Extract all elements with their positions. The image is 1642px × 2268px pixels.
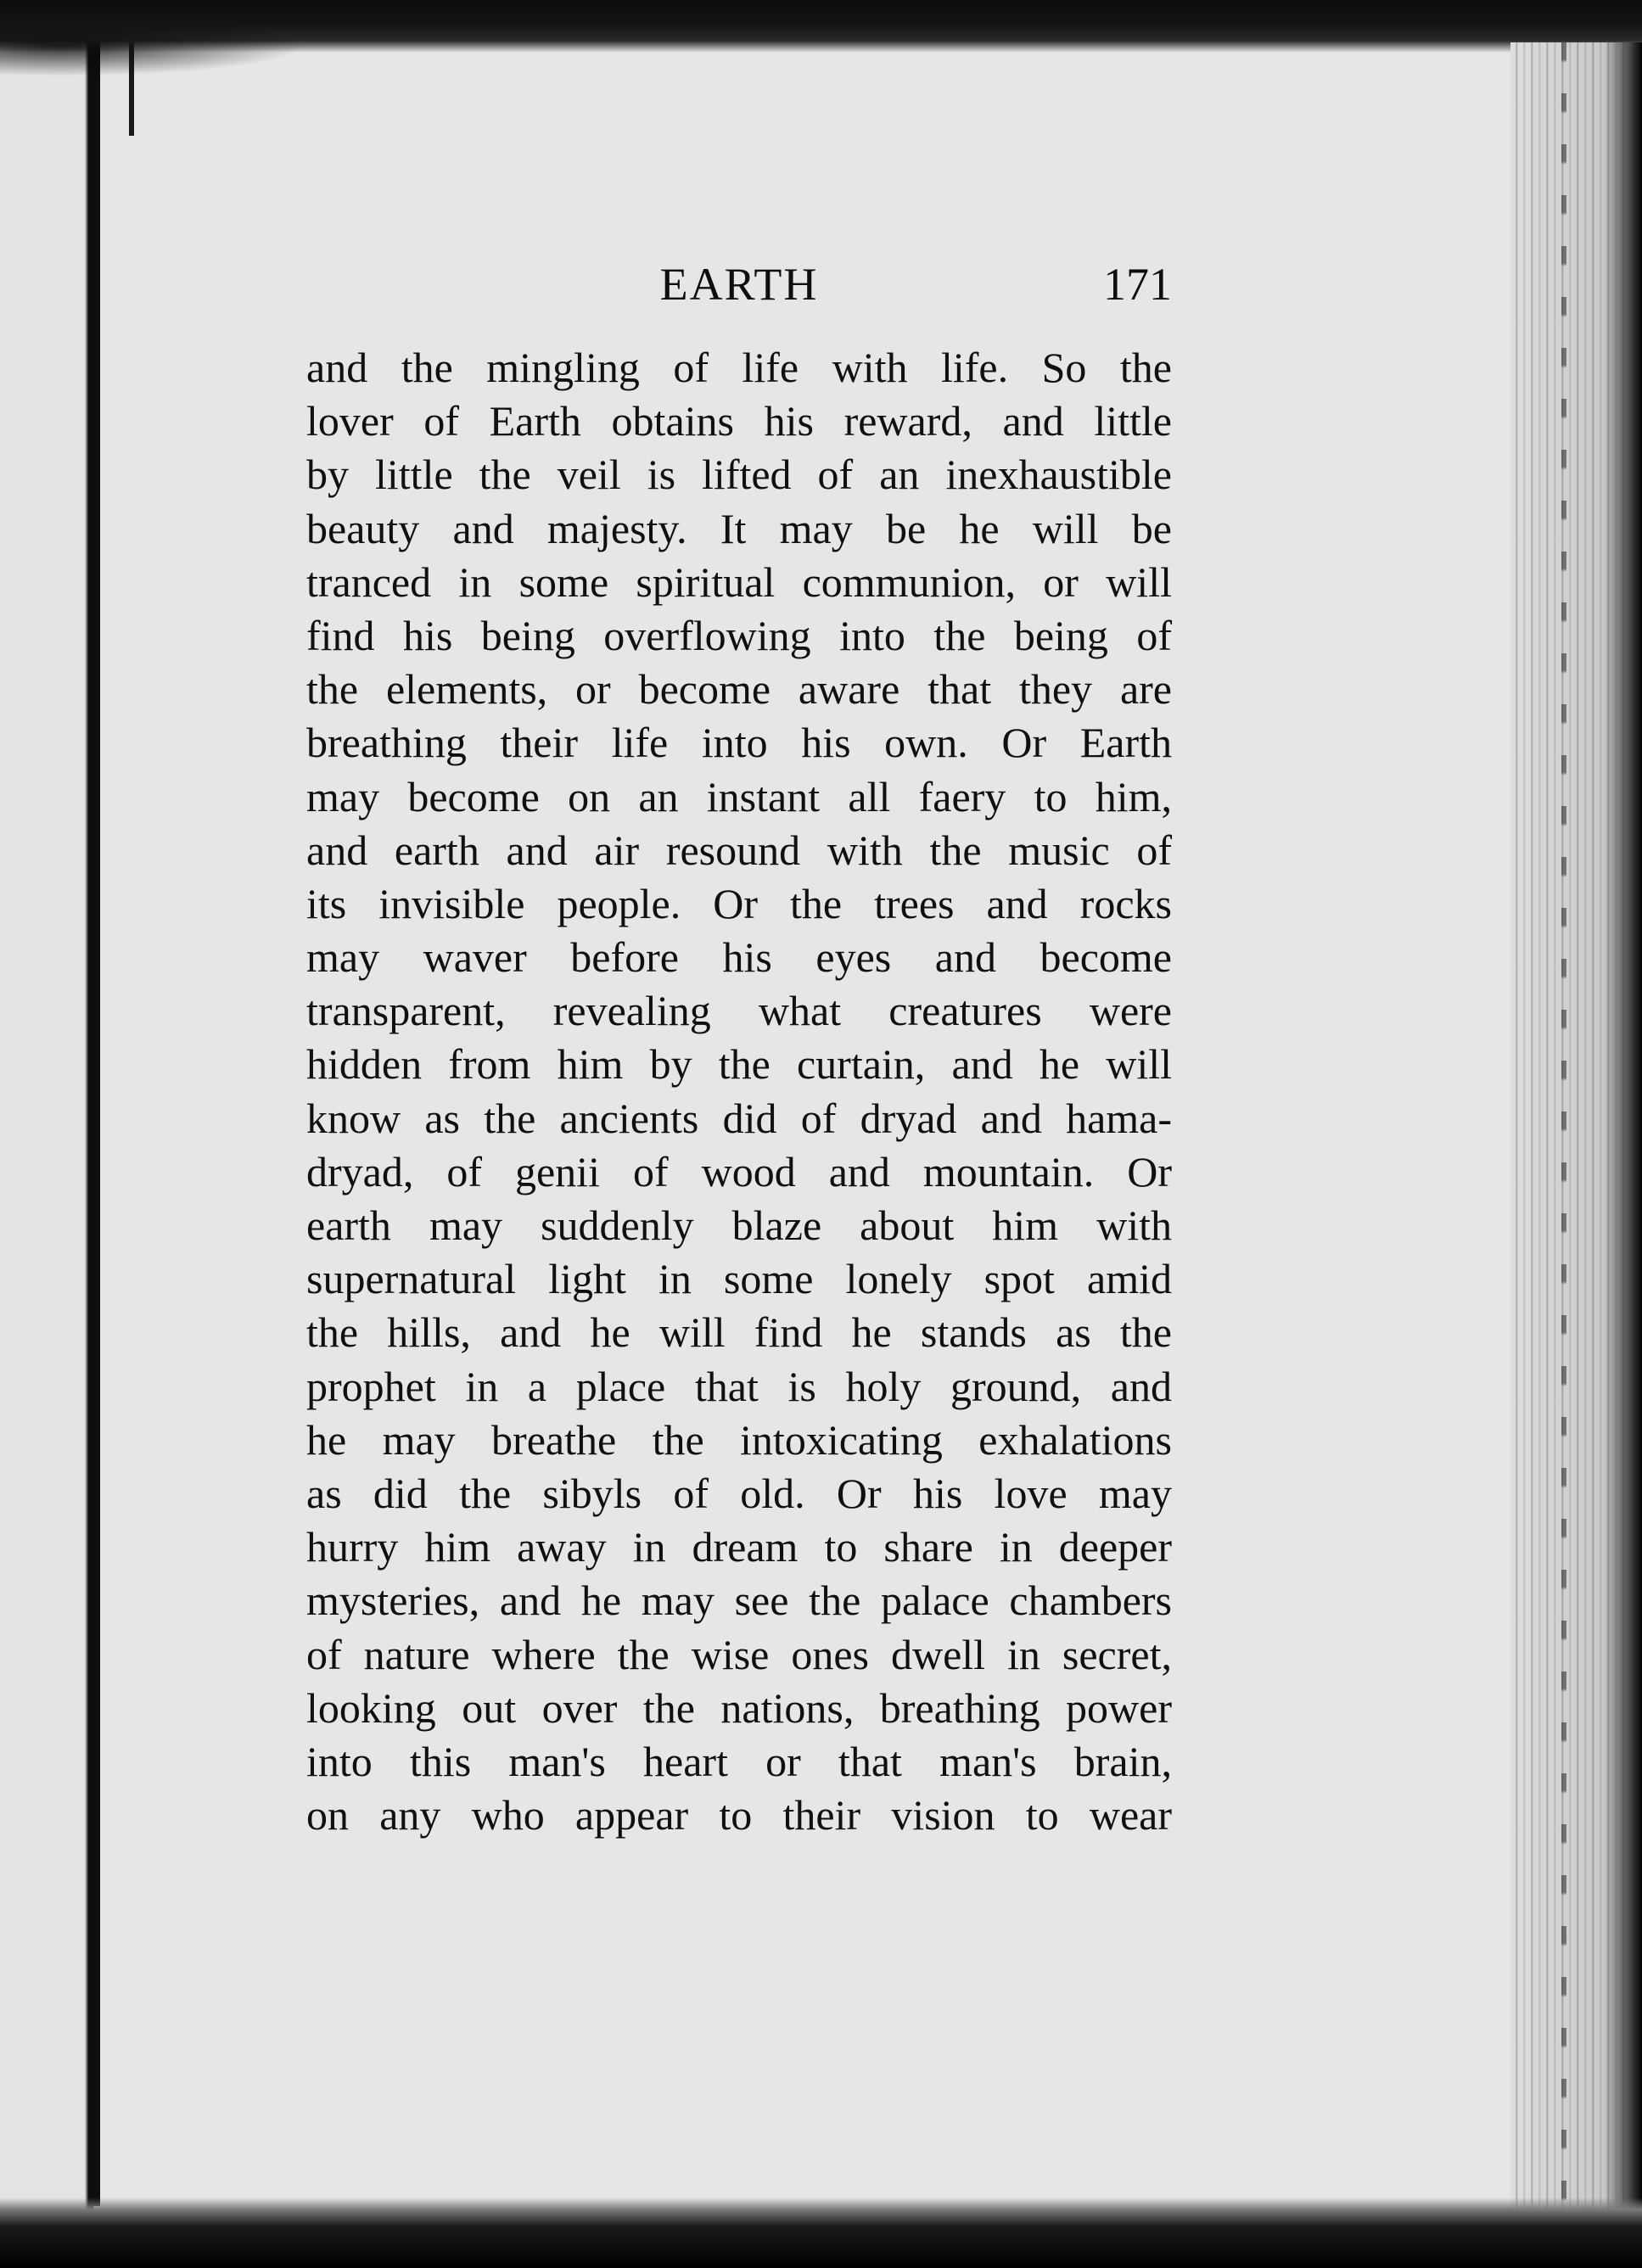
text-line: its invisible people. Or the trees and rocks (306, 879, 1172, 927)
binding-shadow (88, 34, 100, 2206)
text-line: the elements, or become aware that they are (306, 665, 1172, 714)
text-line: may waver before his eyes and become (306, 933, 1172, 982)
text-line: he may breathe the intoxicating exhalations (306, 1415, 1172, 1464)
binding-edge (0, 0, 93, 2268)
text-line: dryad, of genii of wood and mountain. Or (306, 1147, 1172, 1196)
running-head (306, 255, 1172, 314)
text-line: on any who appear to their vision to wear (306, 1791, 1172, 1840)
text-line: lover of Earth obtains his reward, and little (306, 397, 1172, 445)
text-line: transparent, revealing what creatures were (306, 987, 1172, 1035)
running-title: EARTH (659, 259, 819, 310)
text-line: and earth and air resound with the music of (306, 826, 1172, 874)
text-line: and the mingling of life with life. So the (306, 344, 1172, 391)
text-line: may become on an instant all faery to him, (306, 772, 1172, 820)
text-line: find his being overflowing into the being of (306, 611, 1172, 659)
right-page-edges (1510, 42, 1642, 2215)
text-line: into this man's heart or that man's brain, (306, 1737, 1172, 1785)
text-line: hurry him away in dream to share in deeper (306, 1523, 1172, 1571)
text-line: know as the ancients did of dryad and hama- (306, 1094, 1172, 1142)
text-line: the hills, and he will find he stands as the (306, 1308, 1172, 1357)
body-text (306, 341, 1172, 1842)
text-line: by little the veil is lifted of an inexhaustible (306, 451, 1172, 499)
text-line: prophet in a place that is holy ground, and (306, 1362, 1172, 1410)
right-edge-shade (1561, 42, 1566, 2215)
bottom-scan-edge (0, 2198, 1642, 2268)
text-line: supernatural light in some lonely spot amid (306, 1255, 1172, 1303)
text-line: mysteries, and he may see the palace chambers (306, 1576, 1172, 1625)
text-line: breathing their life into his own. Or Earth (306, 719, 1172, 767)
text-line: earth may suddenly blaze about him with (306, 1201, 1172, 1249)
text-line: tranced in some spiritual communion, or will (306, 557, 1172, 606)
text-line: beauty and majesty. It may be he will be (306, 504, 1172, 552)
top-smudge (0, 25, 305, 76)
text-line: as did the sibyls of old. Or his love may (306, 1469, 1172, 1517)
text-line: of nature where the wise ones dwell in secret, (306, 1630, 1172, 1678)
text-line: looking out over the nations, breathing power (306, 1683, 1172, 1732)
page-number: 171 (1103, 259, 1172, 310)
text-line: hidden from him by the curtain, and he will (306, 1040, 1172, 1089)
